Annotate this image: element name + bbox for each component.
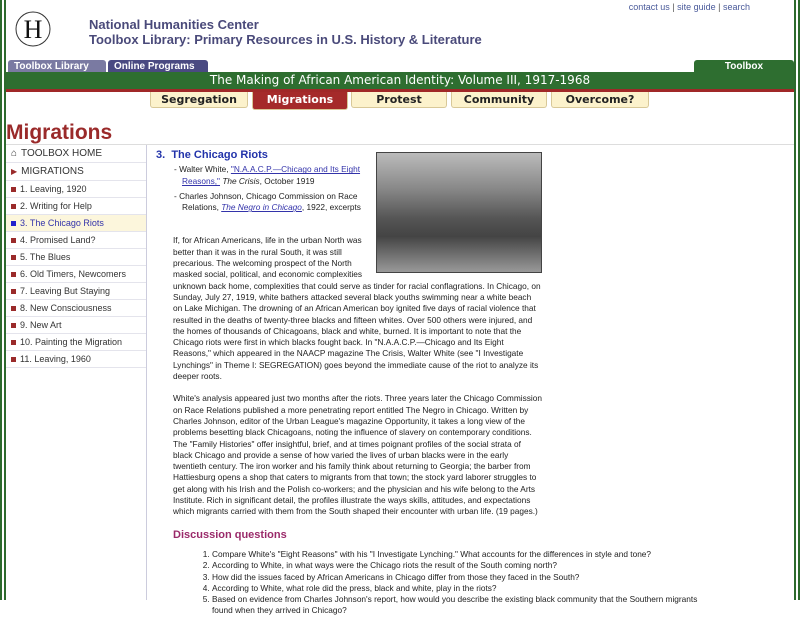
discussion-question: 2. According to White, in what ways were the Chicago riots the result of the South coming north? xyxy=(212,560,712,571)
naacp-eight-reasons-link[interactable]: "N.A.A.C.P.—Chicago and Its Eight Reasons," xyxy=(182,164,361,186)
org-subtitle: Toolbox Library: Primary Resources in U.S. History & Literature xyxy=(89,32,482,47)
sidebar xyxy=(6,145,147,600)
ref-author: Walter White, xyxy=(179,164,231,175)
tab-toolbox[interactable]: Toolbox xyxy=(694,60,794,73)
bullet-icon xyxy=(11,221,16,226)
negro-in-chicago-link[interactable]: The Negro in Chicago xyxy=(221,202,302,213)
bullet-icon xyxy=(11,272,16,277)
section-title-text: The Chicago Riots xyxy=(171,149,268,161)
svg-text:H: H xyxy=(23,15,43,44)
ref-publication: The Crisis xyxy=(222,175,260,186)
volume-banner: The Making of African American Identity: Volume III, 1917-1968 xyxy=(6,72,794,89)
sidebar-item-label: 1. Leaving, 1920 xyxy=(20,184,87,194)
sidebar-item-toolbox-home[interactable] xyxy=(6,145,146,163)
contact-us-link[interactable]: contact us xyxy=(628,2,670,12)
sidebar-item-label: 7. Leaving But Staying xyxy=(20,286,111,296)
discussion-question: 1. Compare White's "Eight Reasons" with his "I Investigate Lynching." What accounts for the differences in style and tone? xyxy=(212,549,712,560)
nhc-logo[interactable] xyxy=(8,2,58,56)
sidebar-item[interactable] xyxy=(6,249,146,266)
sidebar-item-label: MIGRATIONS xyxy=(21,165,84,177)
sidebar-item[interactable] xyxy=(6,181,146,198)
sidebar-item[interactable] xyxy=(6,266,146,283)
discussion-question: 5. Based on evidence from Charles Johnson's report, how would you describe the existing black community that the Southern migrants found when they arrived in Chicago? xyxy=(212,594,712,617)
site-title[interactable] xyxy=(89,17,482,47)
sidebar-item-label: TOOLBOX HOME xyxy=(21,147,102,159)
reference-list xyxy=(174,164,374,213)
bullet-icon xyxy=(11,204,16,209)
main-content xyxy=(156,150,786,617)
bullet-icon xyxy=(11,340,16,345)
triangle-right-icon: ▶ xyxy=(11,166,18,176)
sidebar-item-label: 2. Writing for Help xyxy=(20,201,92,211)
page-title: Migrations xyxy=(6,121,113,144)
sidebar-item-label: 11. Leaving, 1960 xyxy=(20,354,91,364)
paragraph-text: If, for African Americans, life in the urban North was better than it was in the rural South, it was still precarious. The welcoming prospect of the North masked social, political, and economic complexities unknown back home, complexities that could serve as tinder for racial conflagrations. In Chicago, on Sunday, July 27, 1919, white bathers attacked several black youths swimming near a white beach on Lake Michigan. The drowning of an African American boy ignited five days of racial violence that resulted in the deaths of twenty-three blacks and fifteen whites. Over 500 others were injured, and the homes of thousands of Chicagoans, black and white, burned. It is important to note that the Chicago riots were first in which blacks fought back. In "N.A.A.C.P.—Chicago and Its Eight Reasons," which appeared in the NAACP magazine The Crisis, Walter White (see "I Investigate Lynchings" in Theme I: SEGREGATION) goes beyond the immediate cause of the riot to analyze its deeper roots. xyxy=(173,235,541,382)
top-links: contact us | site guide | search xyxy=(628,2,750,12)
sidebar-item[interactable] xyxy=(6,215,146,232)
bullet-icon xyxy=(11,187,16,192)
subtab-community[interactable]: Community xyxy=(451,92,547,108)
sidebar-item[interactable] xyxy=(6,198,146,215)
subtab-segregation[interactable]: Segregation xyxy=(150,92,248,108)
bullet-icon xyxy=(11,289,16,294)
sidebar-item[interactable] xyxy=(6,283,146,300)
section-number: 3. xyxy=(156,149,166,161)
analysis-paragraph xyxy=(173,393,542,517)
ref-date: , October 1919 xyxy=(259,175,315,186)
subtab-migrations[interactable]: Migrations xyxy=(252,92,348,110)
bullet-icon xyxy=(11,238,16,243)
search-link[interactable]: search xyxy=(722,2,750,12)
bullet-icon xyxy=(11,323,16,328)
sidebar-item-label: 8. New Consciousness xyxy=(20,303,112,313)
site-guide-link[interactable]: site guide xyxy=(677,2,716,12)
sidebar-item-migrations[interactable] xyxy=(6,163,146,181)
paragraph-text: White's analysis appeared just two months after the riots. Three years later the Chicago Commission on Race Relations published a more penetrating report entitled The Negro in Chicago. Written by Charles Johnson, editor of the Urban League's magazine Opportunity, it takes a long view of the problems besetting black Chicagoans, noting the influence of slavery on contemporary conditions. The "Family Histories" offer insightful, brief, and at times poignant profiles of the social strata of black Chicago and provide a sense of how varied the lives of urban blacks were in the early twentieth century. The iron worker and his family think about returning to Georgia; the barber from Hattiesburg opens a shop that caters to migrants from that town; the stock yard laborer struggles to get along with his Irish and the Polish co-workers; and the physician and his wife belong to the Arts Institute. Rich in significant detail, the profiles illustrate the ways skills, attitudes, and expectations which migrants carried with them from the South shaped their encounter with urban life. (19 pages.) xyxy=(173,393,542,517)
bullet-icon xyxy=(11,357,16,362)
discussion-questions xyxy=(212,549,712,617)
tab-online-programs[interactable]: Online Programs xyxy=(108,60,208,73)
right-frame-border xyxy=(794,0,800,600)
sidebar-item-label: 10. Painting the Migration xyxy=(20,337,123,347)
discussion-question: 4. According to White, what role did the press, black and white, play in the riots? xyxy=(212,583,712,594)
ref-date: , 1922, excerpts xyxy=(301,202,361,213)
article xyxy=(156,150,542,518)
sidebar-item[interactable] xyxy=(6,334,146,351)
bullet-icon xyxy=(11,306,16,311)
subtab-overcome[interactable]: Overcome? xyxy=(551,92,649,108)
discussion-heading: Discussion questions xyxy=(173,528,287,541)
ref-author: Charles Johnson, Chicago Commission on Race Relations, xyxy=(179,190,358,213)
chicago-riots-photo xyxy=(376,152,542,273)
sidebar-item-label: 6. Old Timers, Newcomers xyxy=(20,269,127,279)
sidebar-item-label: 5. The Blues xyxy=(20,252,71,262)
sidebar-item[interactable] xyxy=(6,351,146,368)
sidebar-item[interactable] xyxy=(6,300,146,317)
home-icon: ⌂ xyxy=(11,147,18,159)
reference-item: - Walter White, "N.A.A.C.P.—Chicago and Its Eight Reasons," The Crisis, October 1919 xyxy=(174,164,361,186)
discussion-question: 3. How did the issues faced by African Americans in Chicago differ from those they faced in the South? xyxy=(212,572,712,583)
sidebar-item-label: 3. The Chicago Riots xyxy=(20,218,104,228)
sidebar-item-label: 9. New Art xyxy=(20,320,62,330)
sidebar-item[interactable] xyxy=(6,317,146,334)
sidebar-item[interactable] xyxy=(6,232,146,249)
subtab-protest[interactable]: Protest xyxy=(351,92,447,108)
org-name: National Humanities Center xyxy=(89,17,259,32)
reference-item: - Charles Johnson, Chicago Commission on Race Relations, The Negro in Chicago, 1922, excerpts xyxy=(174,190,361,213)
tab-toolbox-library[interactable]: Toolbox Library xyxy=(8,60,106,73)
sidebar-item-label: 4. Promised Land? xyxy=(20,235,96,245)
bullet-icon xyxy=(11,255,16,260)
